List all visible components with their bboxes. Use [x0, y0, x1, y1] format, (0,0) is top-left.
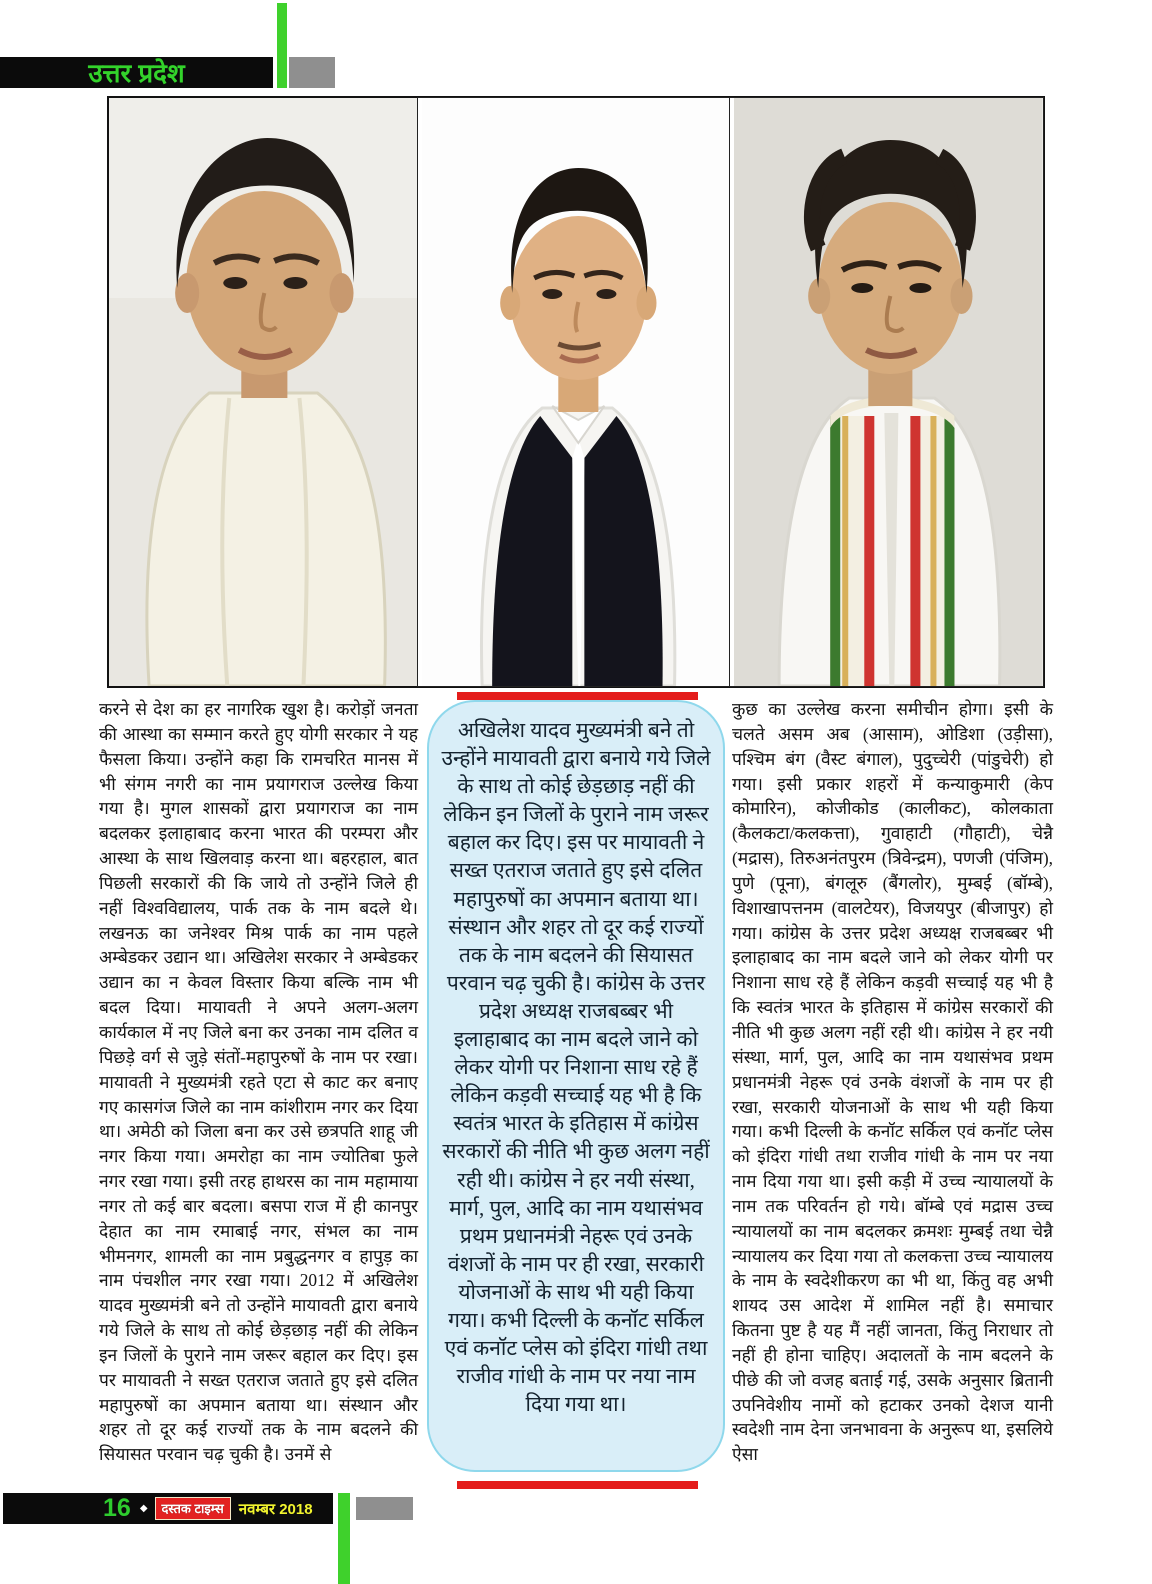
section-header-bar	[0, 57, 273, 88]
article-right-column: कुछ का उल्लेख करना समीचीन होगा। इसी के चलते असम अब (आसाम), ओडिशा (उड़ीसा), पश्चिम बंग (वैस्ट बंगाल), पुदुच्चेरी (पांडुचेरी) हो गया। इसी प्रकार शहरों में कन्याकुमारी (केप कोमारिन), कोजीकोड (कालीकट), कोलकाता (कैलकटा/कलकत्ता), गुवाहाटी (गौहाटी), चेन्नै (मद्रास), तिरुअनंतपुरम (त्रिवेन्द्रम), पणजी (पंजिम), पुणे (पूना), बंगलूरु (बैंगलोर), मुम्बई (बॉम्बे), विशाखापत्तनम (वालटेयर), विजयपुर (बीजापुर) हो गया। कांग्रेस के उत्तर प्रदेश अध्यक्ष राजबब्बर भी इलाहाबाद का नाम बदले जाने को लेकर योगी पर निशाना साध रहे हैं लेकिन कड़वी सच्चाई यह भी है कि स्वतंत्र भारत के इतिहास में कांग्रेस सरकारों की नीति भी कुछ अलग नहीं रही थी। कांग्रेस ने हर नयी संस्था, मार्ग, पुल, आदि का नाम यथासंभव प्रथम प्रधानमंत्री नेहरू एवं उनके वंशजों के नाम पर ही रखा, सरकारी योजनाओं के साथ भी यही किया गया। कभी दिल्ली के कनॉट सर्किल एवं कनॉट प्लेस को इंदिरा गांधी तथा राजीव गांधी के नाम पर नया नाम दिया गया था। इसी कड़ी में उच्च न्यायालयों के नाम तक परिवर्तन हो गये। बॉम्बे एवं मद्रास उच्च न्यायालयों का नाम बदलकर क्रमशः मुम्बई तथा चेन्नै न्यायालय कर दिया गया तो कलकत्ता उच्च न्यायालय के नाम के स्वदेशीकरण का भी था, किंतु वह अभी शायद उस आदेश में शामिल नहीं है। समाचार कितना पुष्ट है यह मैं नहीं जानता, किंतु निराधार तो नहीं ही होना चाहिए। अदालतों के नाम बदलने के पीछे की जो वजह बताई गई, उसके अनुसार ब्रितानी उपनिवेशीय नामों को हटाकर उनको देशज यानी स्वदेशी नाम देना जनभावना के अनुरूप था, इसलिये ऐसा	[732, 699, 1053, 1465]
pull-quote-box: अखिलेश यादव मुख्यमंत्री बने तो उन्होंने मायावती द्वारा बनाये गये जिले के साथ तो कोई छेड़छाड़ नहीं की लेकिन इन जिलों के पुराने नाम जरूर बहाल कर दिए। इस पर मायावती ने सख्त एतराज जताते हुए इसे दलित महापुरुषों का अपमान बताया था। संस्थान और शहर तो दूर कई राज्यों तक के नाम बदलने की सियासत परवान चढ़ चुकी है। कांग्रेस के उत्तर प्रदेश अध्यक्ष राजबब्बर भी इलाहाबाद का नाम बदले जाने को लेकर योगी पर निशाना साध रहे हैं लेकिन कड़वी सच्चाई यह भी है कि स्वतंत्र भारत के इतिहास में कांग्रेस सरकारों की नीति भी कुछ अलग नहीं रही थी। कांग्रेस ने हर नयी संस्था, मार्ग, पुल, आदि का नाम यथासंभव प्रथम प्रधानमंत्री नेहरू एवं उनके वंशजों के नाम पर ही रखा, सरकारी योजनाओं के साथ भी यही किया गया। कभी दिल्ली के कनॉट सर्किल एवं कनॉट प्लेस को इंदिरा गांधी तथा राजीव गांधी के नाम पर नया नाम दिया गया था।	[427, 700, 725, 1472]
diamond-separator-icon: ◆	[139, 1503, 148, 1514]
photo-left-woman-portrait	[109, 98, 418, 686]
footer-bar	[3, 1493, 333, 1524]
section-title: उत्तर प्रदेश	[88, 57, 185, 88]
footer-green-stripe	[338, 1493, 350, 1584]
photo-center-man-portrait	[418, 98, 731, 686]
photo-center-illustration	[422, 98, 731, 686]
photo-right-man-portrait	[730, 98, 1043, 686]
issue-date: नवम्बर 2018	[238, 1500, 313, 1518]
photo-right-illustration	[734, 98, 1043, 686]
photo-strip	[107, 96, 1045, 688]
header-gray-block	[289, 57, 335, 88]
photo-left-illustration	[109, 98, 418, 686]
page-number: 16	[103, 1494, 131, 1522]
footer-gray-block	[356, 1497, 413, 1520]
article-left-column: करने से देश का हर नागरिक खुश है। करोड़ों जनता की आस्था का सम्मान करते हुए योगी सरकार ने यह फैसला किया। उन्होंने कहा कि रामचरित मानस में भी संगम नगरी का नाम प्रयागराज उल्लेख किया गया है। मुगल शासकों द्वारा प्रयागराज का नाम बदलकर इलाहाबाद करना भारत की परम्परा और आस्था के साथ खिलवाड़ करना था। बहरहाल, बात पिछली सरकारों की कि जाये तो उन्होंने जिले ही नहीं विश्वविद्यालय, पार्क तक के नाम बदले थे। लखनऊ का जनेश्वर मिश्र पार्क का नाम पहले अम्बेडकर उद्यान था। अखिलेश सरकार ने अम्बेडकर उद्यान का न केवल विस्तार किया बल्कि नाम भी बदल दिया। मायावती ने अपने अलग-अलग कार्यकाल में नए जिले बना कर उनका नाम दलित व पिछड़े वर्ग से जुड़े संतों-महापुरुषों के नाम पर रखा। मायावती ने मुख्यमंत्री रहते एटा से काट कर बनाए गए कासगंज जिले का नाम कांशीराम नगर कर दिया था। अमेठी को जिला बना कर उसे छत्रपति शाहू जी नगर किया गया। अमरोहा का नाम ज्योतिबा फुले नगर रखा गया। इसी तरह हाथरस का नाम महामाया नगर तो कई बार बदला। बसपा राज में ही कानपुर देहात का नाम रमाबाई नगर, संभल का नाम भीमनगर, शामली का नाम प्रबुद्धनगर व हापुड़ का नाम पंचशील नगर रखा गया। 2012 में अखिलेश यादव मुख्यमंत्री बने तो उन्होंने मायावती द्वारा बनाये गये जिले के साथ तो कोई छेड़छाड़ नहीं की लेकिन इन जिलों के पुराने नाम जरूर बहाल कर दिए। इस पर मायावती ने सख्त एतराज जताते हुए इसे दलित महापुरुषों का अपमान बताया था। संस्थान और शहर तो दूर कई राज्यों तक के नाम बदलने की सियासत परवान चढ़ चुकी है। उनमें से	[99, 699, 418, 1465]
pull-quote-top-rule	[457, 692, 698, 700]
magazine-logo: दस्तक टाइम्स	[155, 1497, 231, 1520]
header-green-stripe	[277, 3, 287, 88]
pull-quote-bottom-rule	[457, 1481, 698, 1489]
